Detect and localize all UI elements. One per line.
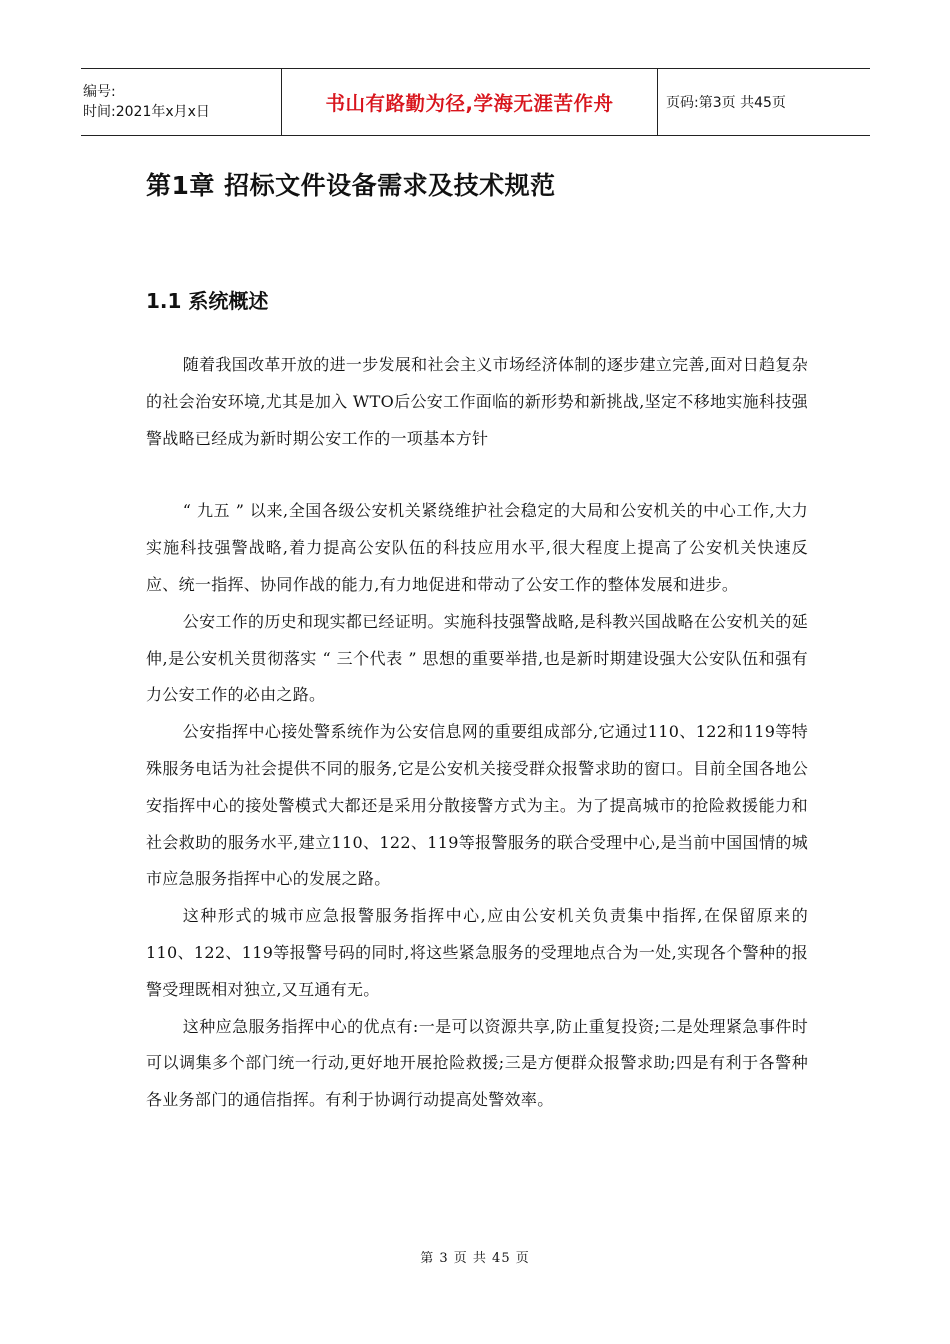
paragraph: “ 九五 ” 以来,全国各级公安机关紧绕维护社会稳定的大局和公安机关的中心工作,大力实施科技强警战略,着力提高公安队伍的科技应用水平,很大程度上提高了公安机关快速反应、统一指挥、协同作战的能力,有力地促进和带动了公安工作的整体发展和进步。 xyxy=(146,501,808,594)
paragraph: 随着我国改革开放的进一步发展和社会主义市场经济体制的逐步建立完善,面对日趋复杂的社会治安环境,尤其是加入 WTO后公安工作面临的新形势和新挑战,坚定不移地实施科技强警战略已经成为新时期公安工作的一项基本方针 xyxy=(146,355,808,448)
header-motto-cell xyxy=(281,69,658,135)
page-header xyxy=(81,68,870,136)
motto: 书山有路勤为径,学海无涯苦作舟 xyxy=(325,92,614,115)
header-meta xyxy=(81,69,281,135)
section-title: 1.1 系统概述 xyxy=(146,289,269,313)
paragraph: 公安指挥中心接处警系统作为公安信息网的重要组成部分,它通过110、122和119等特殊服务电话为社会提供不同的服务,它是公安机关接受群众报警求助的窗口。目前全国各地公安指挥中心的接处警模式大都还是采用分散接警方式为主。为了提高城市的抢险救援能力和社会救助的服务水平,建立110、122、119等报警服务的联合受理中心,是当前中国国情的城市应急服务指挥中心的发展之路。 xyxy=(146,722,808,889)
paragraph: 这种形式的城市应急报警服务指挥中心,应由公安机关负责集中指挥,在保留原来的 110、122、119等报警号码的同时,将这些紧急服务的受理地点合为一处,实现各个警种的报警受理既相对独立,又互通有无。 xyxy=(146,906,808,999)
paragraph: 公安工作的历史和现实都已经证明。实施科技强警战略,是科教兴国战略在公安机关的延伸,是公安机关贯彻落实 “ 三个代表 ” 思想的重要举措,也是新时期建设强大公安队伍和强有力公安工作的必由之路。 xyxy=(146,611,808,705)
body-text xyxy=(146,347,808,1119)
header-page-cell xyxy=(658,69,870,135)
chapter-title: 第1章 招标文件设备需求及技术规范 xyxy=(146,171,556,200)
paragraph: 这种应急服务指挥中心的优点有:一是可以资源共享,防止重复投资;二是处理紧急事件时可以调集多个部门统一行动,更好地开展抢险救援;三是方便群众报警求助;四是有利于各警种各业务部门的通信指挥。有利于协调行动提高处警效率。 xyxy=(146,1016,808,1110)
time-label: 时间:2021年x月x日 xyxy=(83,104,210,120)
page-info: 页码:第3页 共45页 xyxy=(666,95,786,111)
number-label: 编号: xyxy=(83,84,116,100)
page-footer: 第 3 页 共 45 页 xyxy=(420,1251,530,1266)
